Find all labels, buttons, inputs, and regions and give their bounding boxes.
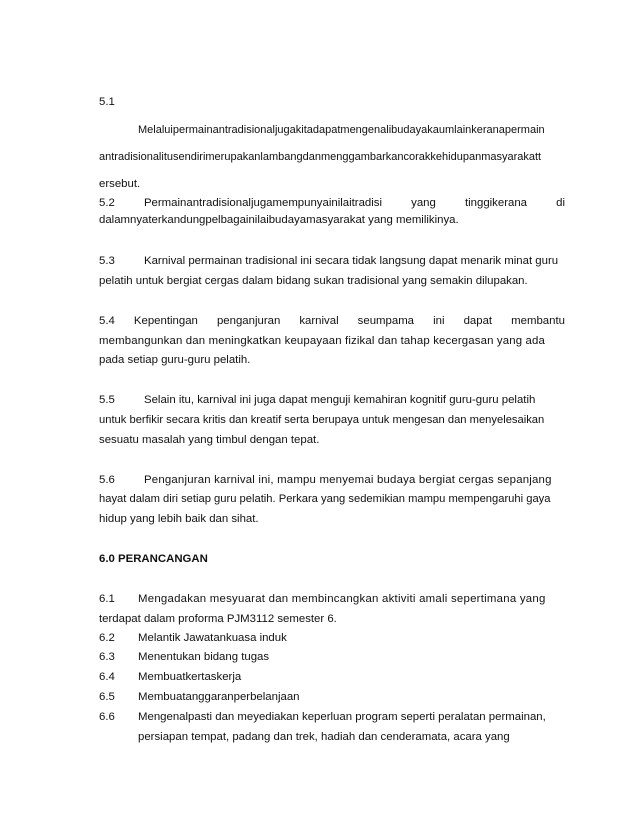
- section-6-heading: 6.0 PERANCANGAN: [99, 553, 208, 565]
- section-5-6-line2: hayat dalam diri setiap guru pelatih. Perkara yang sedemikian mampu mempengaruhi gaya: [99, 493, 551, 505]
- section-5-2-line1: [99, 196, 565, 210]
- section-5-4-number: 5.4: [99, 315, 115, 327]
- section-5-4-word: ini: [433, 315, 445, 327]
- section-5-1-line3: ersebut.: [99, 178, 141, 190]
- section-5-1-line2: antradisionalitusendirimerupakanlambangdanmenggambarkancorakkehidupanmasyarakatt: [99, 151, 542, 163]
- list-item-text: Melantik Jawatankuasa induk: [138, 632, 287, 644]
- section-6-1-line2: terdapat dalam proforma PJM3112 semester 6.: [99, 613, 337, 625]
- list-item-number: 6.4: [99, 671, 115, 683]
- section-6-1-number: 6.1: [99, 593, 115, 605]
- list-item-number: 6.5: [99, 691, 115, 703]
- section-5-2-word: Permainantradisionaljugamempunyainilaitradisi: [143, 197, 383, 209]
- section-5-2-word: tinggikerana: [464, 197, 528, 209]
- section-5-4-word: karnival: [299, 315, 339, 327]
- list-item-text: Membuatkertaskerja: [138, 671, 242, 683]
- list-item-text: Membuatanggaranperbelanjaan: [138, 691, 300, 703]
- section-5-1-line1: Melaluipermainantradisionaljugakitadapatmengenalibudayakaumlainkeranapermain: [138, 124, 545, 136]
- list-item-text: Menentukan bidang tugas: [138, 651, 270, 663]
- list-item-number: 6.3: [99, 651, 115, 663]
- section-5-6-number: 5.6: [99, 474, 115, 486]
- section-5-5-number: 5.5: [99, 394, 115, 406]
- list-item-number: 6.6: [99, 711, 115, 723]
- section-5-4-line2: membangunkan dan meningkatkan keupayaan fizikal dan tahap kecergasan yang ada: [99, 335, 545, 347]
- section-5-3-line2: pelatih untuk bergiat cergas dalam bidang sukan tradisional yang semakin dilupakan.: [99, 275, 528, 287]
- section-5-1-number: 5.1: [99, 96, 115, 108]
- section-5-4-word: membantu: [511, 315, 565, 327]
- section-5-4-line1: [99, 314, 565, 328]
- section-5-3-number: 5.3: [99, 255, 115, 267]
- section-5-6-line3: hidup yang lebih baik dan sihat.: [99, 513, 259, 525]
- section-5-6-line1: Penganjuran karnival ini, mampu menyemai budaya bergiat cergas sepanjang: [144, 474, 552, 486]
- section-5-2-word: di: [556, 197, 565, 209]
- section-5-5-line1: Selain itu, karnival ini juga dapat menguji kemahiran kognitif guru-guru pelatih: [144, 394, 536, 406]
- section-5-2-number: 5.2: [99, 197, 115, 209]
- list-item-number: 6.2: [99, 632, 115, 644]
- section-5-3-line1: Karnival permainan tradisional ini secara tidak langsung dapat menarik minat guru: [144, 255, 559, 267]
- section-5-4-word: seumpama: [357, 315, 415, 327]
- list-item-text: Mengenalpasti dan meyediakan keperluan program seperti peralatan permainan,: [138, 711, 546, 723]
- section-5-4-word: Kepentingan: [133, 315, 198, 327]
- section-5-2-word: yang: [411, 197, 436, 209]
- section-5-4-word: penganjuran: [216, 315, 281, 327]
- section-5-4-word: dapat: [463, 315, 493, 327]
- section-5-4-line3: pada setiap guru-guru pelatih.: [99, 354, 251, 366]
- section-6-1-line1: Mengadakan mesyuarat dan membincangkan aktiviti amali sepertimana yang: [138, 593, 546, 605]
- section-5-5-line2: untuk berfikir secara kritis dan kreatif serta berupaya untuk mengesan dan menyelesaikan: [99, 414, 545, 426]
- section-5-5-line3: sesuatu masalah yang timbul dengan tepat.: [99, 434, 320, 446]
- list-item-continuation: persiapan tempat, padang dan trek, hadiah dan cenderamata, acara yang: [138, 731, 510, 743]
- section-5-2-line2: dalamnyaterkandungpelbagainilaibudayamasyarakat yang memilikinya.: [99, 214, 459, 226]
